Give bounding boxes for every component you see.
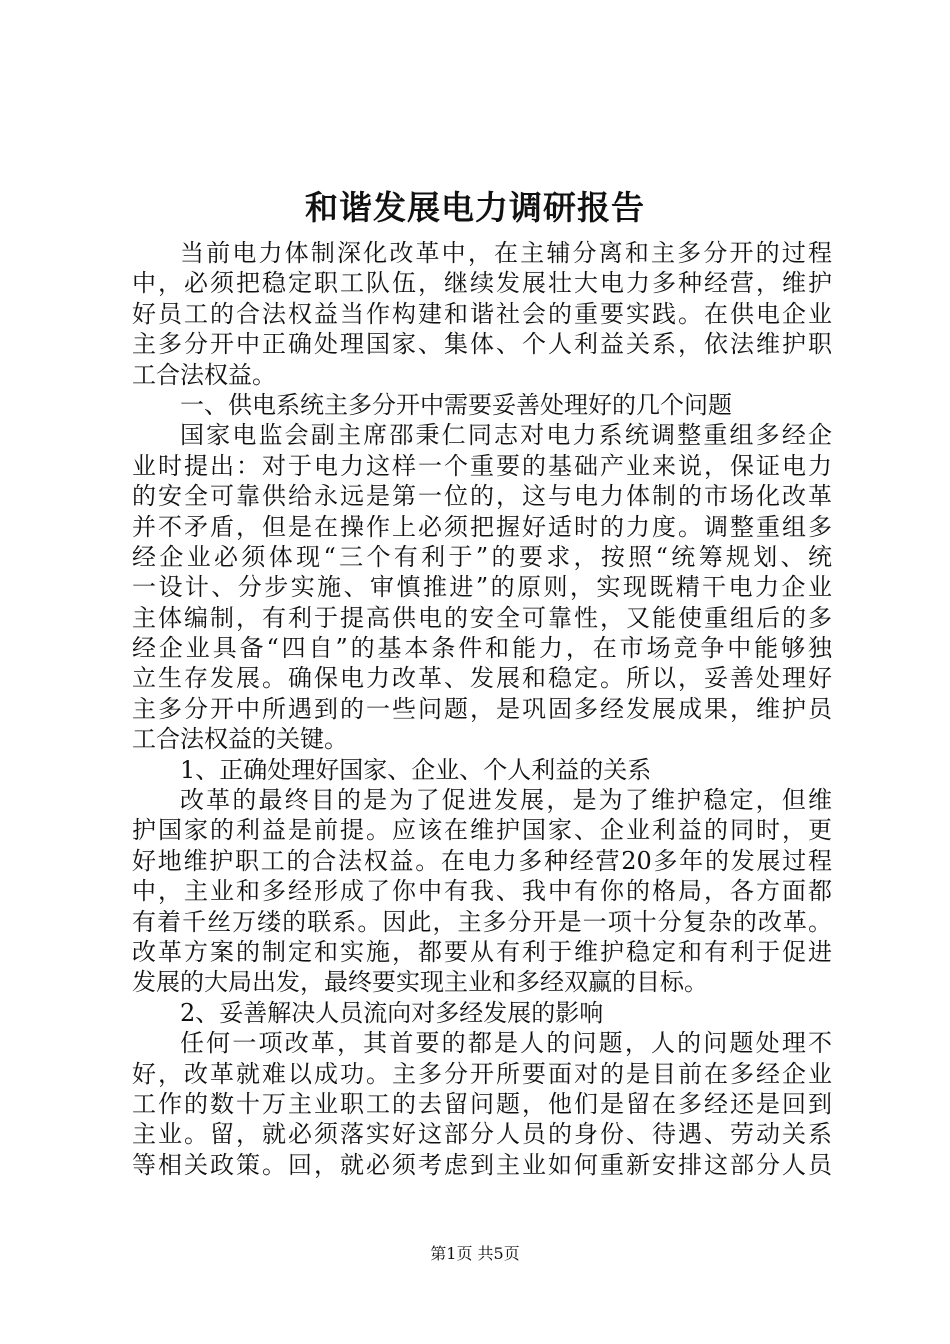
paragraph-line: 改革的最终目的是为了促进发展，是为了维护稳定，但维 (180, 786, 832, 815)
paragraph-line: 发展的大局出发，最终要实现主业和多经双赢的目标。 (132, 968, 708, 997)
paragraph-line: 中，必须把稳定职工队伍，继续发展壮大电力多种经营，维护 (132, 269, 832, 298)
paragraph-line: 经企业具备“四自”的基本条件和能力，在市场竞争中能够独 (132, 634, 832, 663)
paragraph-line: 好地维护职工的合法权益。在电力多种经营20多年的发展过程 (132, 846, 832, 875)
document-body (132, 238, 832, 1180)
document-title: 和谐发展电力调研报告 (305, 188, 645, 227)
paragraph-line: 工合法权益。 (132, 360, 276, 389)
paragraph-line: 好员工的合法权益当作构建和谐社会的重要实践。在供电企业 (132, 299, 832, 328)
paragraph-line: 等相关政策。回，就必须考虑到主业如何重新安排这部分人员 (132, 1150, 832, 1179)
paragraph-line: 好，改革就难以成功。主多分开所要面对的是目前在多经企业 (132, 1059, 832, 1088)
paragraph-line: 当前电力体制深化改革中，在主辅分离和主多分开的过程 (180, 239, 832, 267)
paragraph-line: 工作的数十万主业职工的去留问题，他们是留在多经还是回到 (132, 1089, 832, 1118)
subsection-heading: 2、妥善解决人员流向对多经发展的影响 (180, 998, 604, 1027)
paragraph-line: 主多分开中所遇到的一些问题，是巩固多经发展成果，维护员 (132, 694, 832, 723)
paragraph-line: 立生存发展。确保电力改革、发展和稳定。所以，妥善处理好 (132, 664, 832, 693)
section-heading: 一、供电系统主多分开中需要妥善处理好的几个问题 (180, 390, 732, 419)
paragraph-line: 改革方案的制定和实施，都要从有利于维护稳定和有利于促进 (132, 937, 832, 966)
paragraph-line: 国家电监会副主席邵秉仁同志对电力系统调整重组多经企 (180, 421, 832, 450)
paragraph-line: 主体编制，有利于提高供电的安全可靠性，又能使重组后的多 (132, 603, 832, 632)
paragraph-line: 有着千丝万缕的联系。因此，主多分开是一项十分复杂的改革。 (132, 907, 832, 936)
paragraph-line: 一设计、分步实施、审慎推进”的原则，实现既精干电力企业 (132, 573, 832, 602)
paragraph-line: 主多分开中正确处理国家、集体、个人利益关系，依法维护职 (132, 330, 832, 359)
subsection-heading: 1、正确处理好国家、企业、个人利益的关系 (180, 755, 652, 784)
page-footer: 第1页 共5页 (430, 1244, 520, 1263)
paragraph-line: 护国家的利益是前提。应该在维护国家、企业利益的同时，更 (132, 816, 832, 845)
paragraph-line: 主业。留，就必须落实好这部分人员的身份、待遇、劳动关系 (132, 1120, 832, 1149)
paragraph-line: 的安全可靠供给永远是第一位的，这与电力体制的市场化改革 (132, 482, 832, 511)
paragraph-line: 并不矛盾，但是在操作上必须把握好适时的力度。调整重组多 (132, 512, 832, 541)
paragraph-line: 工合法权益的关键。 (132, 725, 348, 754)
paragraph-line: 中，主业和多经形成了你中有我、我中有你的格局，各方面都 (132, 877, 832, 906)
paragraph-line: 经企业必须体现“三个有利于”的要求，按照“统筹规划、统 (132, 542, 832, 571)
paragraph-line: 业时提出：对于电力这样一个重要的基础产业来说，保证电力 (132, 451, 832, 480)
paragraph-line: 任何一项改革，其首要的都是人的问题，人的问题处理不 (180, 1029, 832, 1058)
